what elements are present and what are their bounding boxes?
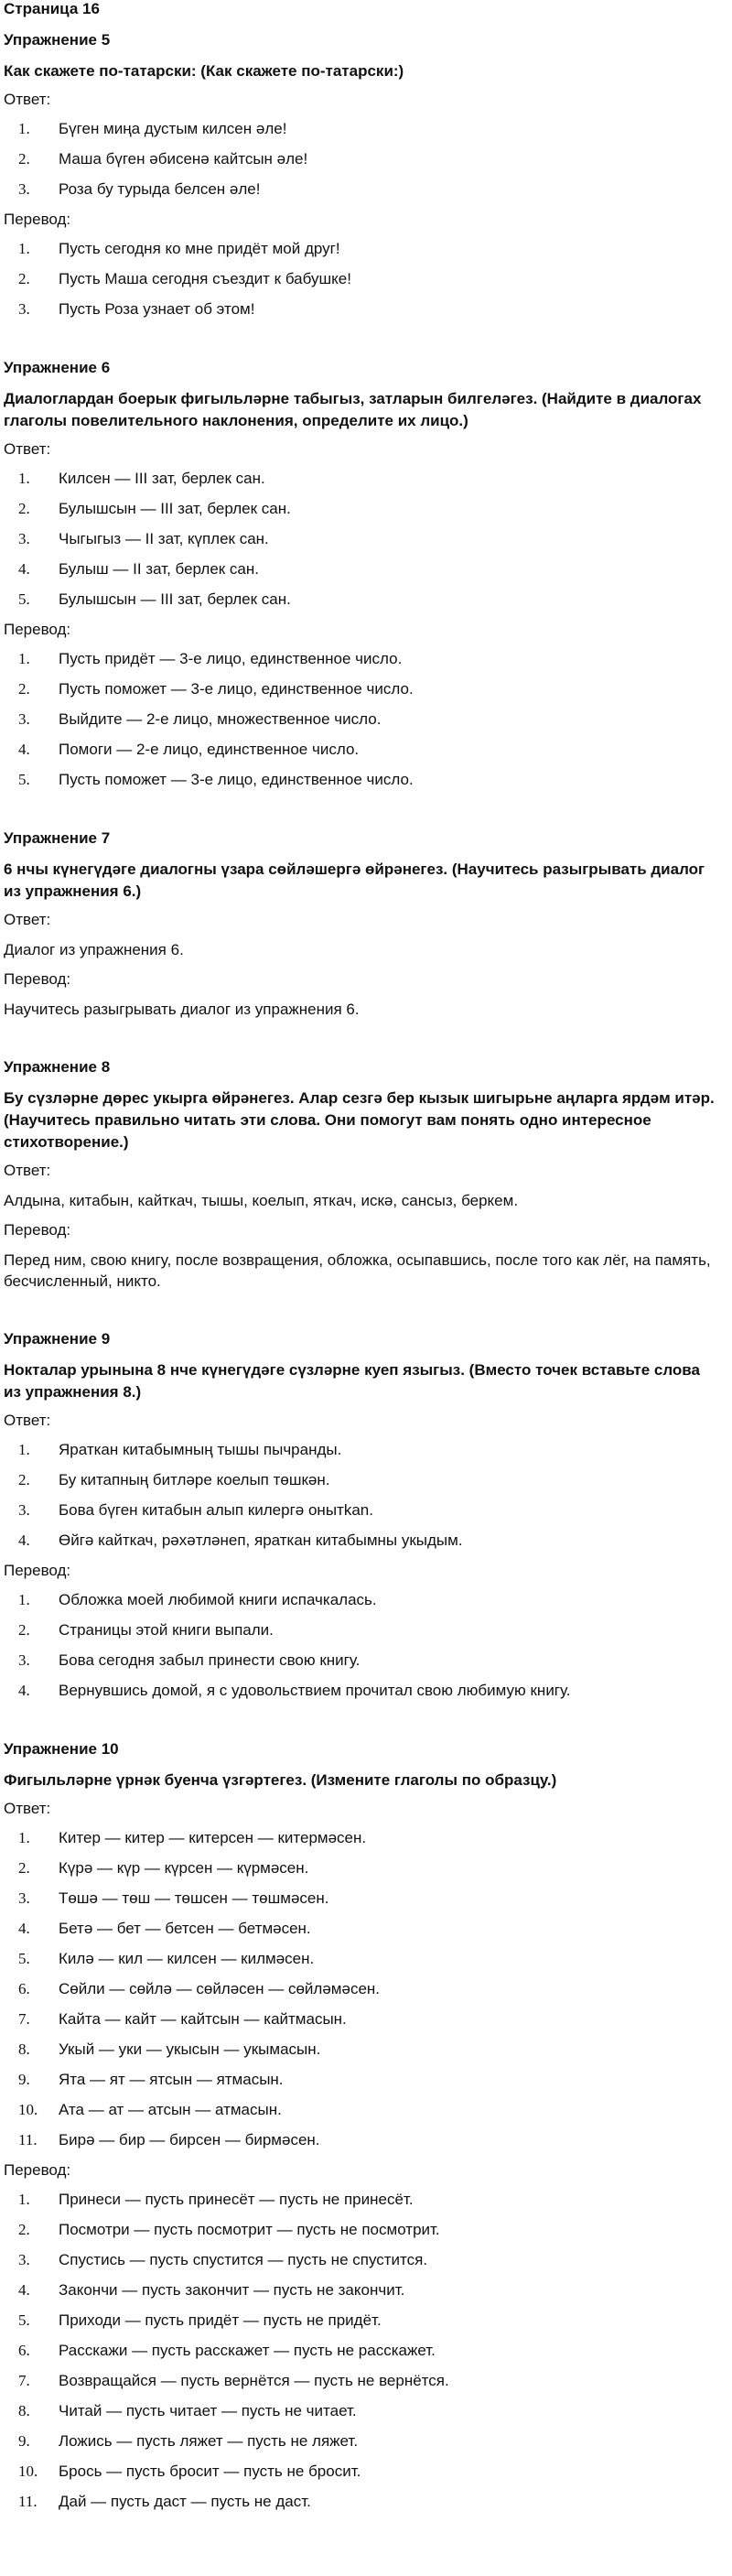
list-item-text: Возвращайся — пусть вернётся — пусть не вернётся. [59,2372,449,2389]
list-item-text: Бова сегодня забыл принести свою книгу. [59,1651,361,1669]
list-item-text: Ложись — пусть ляжет — пусть не ляжет. [59,2432,359,2450]
numbered-list [4,1440,721,1551]
list-number: 9. [18,2071,30,2088]
list-item [4,179,721,200]
list-item [4,529,721,549]
list-item [4,299,721,319]
list-item [4,2341,721,2361]
list-item [4,1651,721,1671]
list-number: 5. [18,2311,30,2329]
list-item-text: Приходи — пусть придёт — пусть не придёт. [59,2311,382,2329]
list-item [4,269,721,289]
numbered-list [4,1590,721,1701]
list-item-text: Китер — китер — китерсен — китермәсен. [59,1829,367,1846]
list-item-text: Күрә — күр — күрсен — күрмәсен. [59,1859,309,1877]
list-item [4,1919,721,1939]
list-item-text: Посмотри — пусть посмотрит — пусть не посмотрит. [59,2221,440,2238]
list-number: 9. [18,2432,30,2450]
list-item [4,1828,721,1848]
list-item-text: Өйгә кайткач, рәхәтләнеп, яраткан китабымны укыдым. [59,1532,463,1549]
list-number: 4. [18,1682,30,1699]
list-item [4,1979,721,1999]
numbered-list [4,649,721,790]
list-item [4,2070,721,2090]
list-number: 10. [18,2462,38,2480]
list-item-text: Читай — пусть читает — пусть не читает. [59,2402,357,2419]
list-number: 3. [18,1889,30,1907]
list-item [4,1949,721,1969]
list-number: 2. [18,2221,30,2238]
section-label: Ответ: [4,1412,51,1429]
section-label: Ответ: [4,1162,51,1179]
list-number: 7. [18,2010,30,2028]
list-item-text: Булыш — II зат, берлек сан. [59,560,259,578]
numbered-list [4,1828,721,2150]
list-item-text: Пусть придёт — 3-е лицо, единственное число. [59,650,403,667]
list-item-text: Помоги — 2-е лицо, единственное число. [59,741,360,758]
list-item [4,2250,721,2270]
list-item-text: Бетә — бет — бетсен — бетмәсен. [59,1920,311,1937]
exercise-list [4,29,721,2512]
section-label: Ответ: [4,911,51,928]
list-item-text: Пусть Роза узнает об этом! [59,300,255,318]
list-item-text: Бүген миңа дустым килсен әле! [59,120,287,137]
section-text: Алдына, китабын, кайткач, тышы, коелып, яткач, искә, сансыз, беркем. [4,1192,519,1209]
list-item [4,119,721,139]
list-item-text: Вернувшись домой, я с удовольствием прочитал свою любимую книгу. [59,1682,571,1699]
list-item [4,239,721,259]
exercise-block [4,1056,721,1328]
section-label: Перевод: [4,2161,71,2179]
list-item-text: Пусть сегодня ко мне придёт мой друг! [59,240,340,257]
list-item [4,1590,721,1610]
list-item [4,1440,721,1460]
list-number: 8. [18,2040,30,2058]
list-item [4,740,721,760]
list-item-text: Маша бүген әбисенә кайтсын әле! [59,150,308,168]
list-number: 11. [18,2493,38,2510]
list-item-text: Выйдите — 2-е лицо, множественное число. [59,710,382,728]
list-item [4,590,721,610]
list-item [4,649,721,669]
list-item-text: Ята — ят — ятсын — ятмасын. [59,2071,284,2088]
list-item [4,2401,721,2421]
list-item-text: Чыгыгыз — II зат, күплек сан. [59,530,269,547]
list-number: 2. [18,500,30,517]
numbered-list [4,239,721,319]
list-number: 3. [18,1501,30,1519]
list-item [4,1889,721,1909]
section-gap [4,1711,721,1738]
list-item-text: Килсен — III зат, берлек сан. [59,470,265,487]
list-number: 1. [18,240,30,257]
list-item-text: Ата — ат — атсын — атмасын. [59,2101,282,2118]
list-item [4,2371,721,2391]
list-number: 2. [18,1621,30,1639]
exercise-task: Нокталар урынына 8 нче күнегүдәге сүзләрне куеп языгыз. (Вместо точек вставьте слова из упражнения 8.) [4,1361,700,1401]
list-item-text: Расскажи — пусть расскажет — пусть не расскажет. [59,2342,436,2359]
list-number: 1. [18,1591,30,1608]
list-number: 6. [18,2342,30,2359]
list-number: 5. [18,1950,30,1967]
list-item-text: Кайта — кайт — кайтсын — кайтмасын. [59,2010,347,2028]
numbered-list [4,469,721,610]
list-number: 11. [18,2131,38,2148]
exercise-title: Упражнение 10 [4,1740,119,1758]
numbered-list [4,119,721,200]
list-item [4,770,721,790]
list-number: 3. [18,710,30,728]
list-item [4,1620,721,1640]
section-label: Ответ: [4,1800,51,1817]
list-item-text: Укый — уки — укысын — укымасын. [59,2040,321,2058]
list-item [4,2462,721,2482]
list-item-text: Төшә — төш — төшсен — төшмәсен. [59,1889,329,1907]
list-item [4,2100,721,2120]
list-item-text: Пусть Маша сегодня съездит к бабушке! [59,270,351,287]
list-item [4,709,721,730]
list-number: 3. [18,2251,30,2268]
list-item-text: Килә — кил — килсен — килмәсен. [59,1950,315,1967]
list-number: 1. [18,2191,30,2208]
exercise-block [4,1328,721,1738]
list-number: 4. [18,560,30,578]
list-number: 5. [18,590,30,608]
list-number: 10. [18,2101,38,2118]
list-item-text: Бова бүген китабын алып килергә онытkan. [59,1501,373,1519]
list-item-text: Бу китапның битләре коелып төшкән. [59,1471,330,1488]
list-item-text: Принеси — пусть принесёт — пусть не принесёт. [59,2191,414,2208]
list-item [4,149,721,169]
section-gap [4,1301,721,1328]
list-item [4,1681,721,1701]
list-item-text: Страницы этой книги выпали. [59,1621,274,1639]
section-label: Перевод: [4,970,71,988]
exercise-block [4,29,721,357]
numbered-list [4,2190,721,2512]
list-item [4,559,721,579]
list-item-text: Закончи — пусть закончит — пусть не закончит. [59,2281,405,2299]
section-label: Перевод: [4,1221,71,1239]
list-item [4,2009,721,2029]
exercise-title: Упражнение 7 [4,829,111,847]
list-number: 8. [18,2402,30,2419]
exercise-task: 6 нчы күнегүдәге диалогны үзара сөйләшергә өйрәнегез. (Научитесь разыгрывать диалог из упражнения 6.) [4,860,705,900]
list-number: 2. [18,1859,30,1877]
page-title: Страница 16 [4,0,100,17]
section-gap [4,330,721,357]
section-text: Диалог из упражнения 6. [4,941,184,958]
list-item-text: Пусть поможет — 3-е лицо, единственное число. [59,680,414,698]
list-item [4,1470,721,1490]
list-item-text: Пусть поможет — 3-е лицо, единственное число. [59,771,414,788]
list-number: 2. [18,680,30,698]
list-item-text: Бирә — бир — бирсен — бирмәсен. [59,2131,320,2148]
list-item [4,2190,721,2210]
list-number: 3. [18,300,30,318]
section-label: Перевод: [4,1562,71,1579]
list-item [4,2040,721,2060]
list-item [4,2431,721,2452]
list-number: 4. [18,2281,30,2299]
list-item [4,1531,721,1551]
list-item-text: Яраткан китабымның тышы пычранды. [59,1441,342,1458]
section-gap [4,800,721,828]
section-text: Перед ним, свою книгу, после возвращения, обложка, осыпавшись, после того как лёг, на память, бесчисленный, никто. [4,1251,711,1290]
exercise-block [4,1738,721,2512]
list-number: 3. [18,530,30,547]
list-number: 1. [18,650,30,667]
section-label: Ответ: [4,440,51,458]
list-item-text: Роза бу турыда белсен әле! [59,180,261,198]
list-number: 1. [18,1441,30,1458]
list-item [4,2492,721,2512]
list-number: 4. [18,741,30,758]
exercise-title: Упражнение 8 [4,1058,111,1076]
list-item [4,2130,721,2150]
list-number: 1. [18,1829,30,1846]
list-number: 7. [18,2372,30,2389]
list-item [4,469,721,489]
list-item [4,1858,721,1878]
list-item-text: Брось — пусть бросит — пусть не бросит. [59,2462,361,2480]
exercise-block [4,828,721,1056]
list-item [4,2220,721,2240]
list-item-text: Булышсын — III зат, берлек сан. [59,590,291,608]
exercise-task: Диалоглардан боерык фигыльләрне табыгыз, затларын билгеләгез. (Найдите в диалогах глаголы повелительного наклонения, определите их лицо.) [4,390,702,429]
section-label: Ответ: [4,91,51,108]
exercise-block [4,357,721,828]
exercise-task: Фигыльләрне үрнәк буенча үзгәртегез. (Измените глаголы по образцу.) [4,1771,557,1789]
list-item-text: Сөйли — сөйлә — сөйләсен — сөйләмәсен. [59,1980,381,1997]
section-gap [4,1029,721,1056]
list-item-text: Дай — пусть даст — пусть не даст. [59,2493,311,2510]
list-item-text: Спустись — пусть спустится — пусть не спустится. [59,2251,428,2268]
exercise-title: Упражнение 5 [4,31,111,49]
list-number: 2. [18,1471,30,1488]
list-item [4,679,721,699]
list-item-text: Обложка моей любимой книги испачкалась. [59,1591,377,1608]
list-item [4,499,721,519]
list-item [4,2311,721,2331]
list-item [4,2280,721,2300]
exercise-task: Как скажете по-татарски: (Как скажете по-татарски:) [4,62,404,80]
list-number: 1. [18,120,30,137]
list-number: 2. [18,270,30,287]
list-number: 4. [18,1532,30,1549]
list-item [4,1500,721,1521]
section-text: Научитесь разыгрывать диалог из упражнения 6. [4,1001,360,1018]
list-item-text: Булышсын — III зат, берлек сан. [59,500,291,517]
section-label: Перевод: [4,211,71,228]
exercise-task: Бу сүзләрне дөрес укырга өйрәнегез. Алар сезгә бер кызык шигырьне аңларга ярдәм итәр. (Научитесь правильно читать эти слова. Они помогут вам понять одно интересное стихотворение.) [4,1089,715,1151]
list-number: 4. [18,1920,30,1937]
section-label: Перевод: [4,621,71,638]
exercise-title: Упражнение 6 [4,359,111,376]
exercise-title: Упражнение 9 [4,1330,111,1348]
list-number: 3. [18,1651,30,1669]
list-number: 1. [18,470,30,487]
list-number: 2. [18,150,30,168]
list-number: 3. [18,180,30,198]
list-number: 5. [18,771,30,788]
list-number: 6. [18,1980,30,1997]
